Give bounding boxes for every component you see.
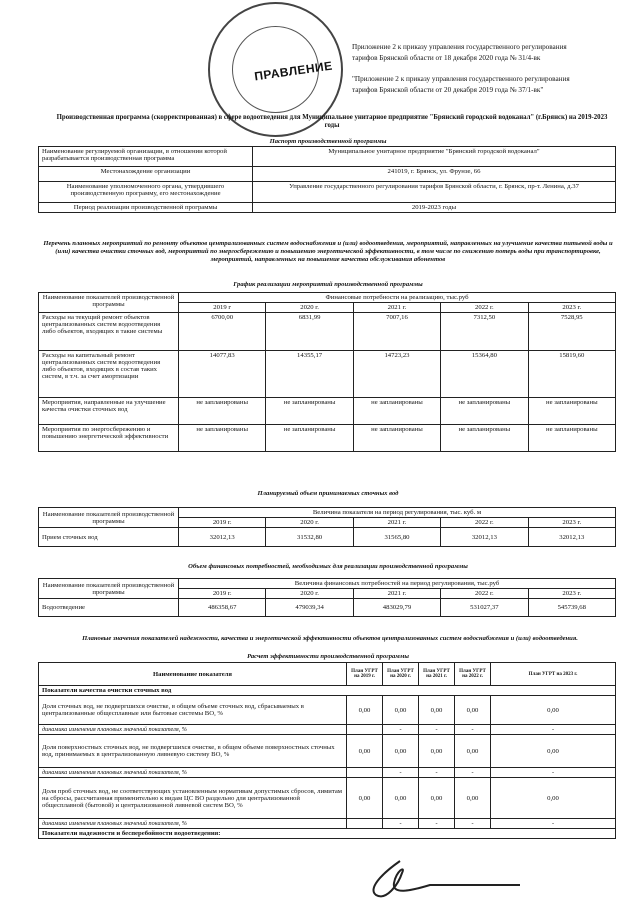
passport-table — [38, 146, 616, 213]
cell-value: 32012,13 — [441, 528, 528, 547]
cell-value: - — [491, 819, 616, 829]
year-header: 2020 г. — [266, 303, 353, 313]
year-header: 2023 г. — [528, 303, 615, 313]
signature — [340, 855, 540, 903]
row-label: Мероприятия, направленные на улучшение качества очистки сточных вод — [39, 398, 179, 425]
table-row — [39, 398, 616, 425]
year-header: 2020 г. — [266, 589, 353, 599]
reliability-table — [38, 662, 616, 839]
passport-row — [39, 203, 616, 213]
passport-row — [39, 182, 616, 203]
cell-value: - — [419, 725, 455, 735]
cell-value: 14355,17 — [266, 351, 353, 398]
cell-value: - — [491, 768, 616, 778]
cell-value: не запланированы — [179, 425, 266, 452]
schedule-col-label: Наименование показателей производственной программы — [39, 293, 179, 313]
table-row — [39, 696, 616, 725]
cell-value: - — [383, 768, 419, 778]
header-line-3: "Приложение 2 к приказу управления государственного регулирования — [352, 75, 570, 83]
table-row — [39, 778, 616, 819]
row-label: Расходы на текущий ремонт объектов централизованных систем водоотведения либо объектов, входящих в такие системы — [39, 313, 179, 351]
cell-value: не запланированы — [266, 398, 353, 425]
cell-value: - — [383, 819, 419, 829]
header-line-2: тарифов Брянской области от 18 декабря 2020 года № 31/4-вк — [352, 54, 541, 62]
row-label: Доля проб сточных вод, не соответствующих установленным нормативам допустимых сбросов, лимитам на сбросы, рассчитанная применительно к видам ЦС ВО раздельно для централизованной общесплавной (бытовой) и централизованной ливневой систем ВО, % — [39, 778, 347, 819]
cell-value: 14723,23 — [353, 351, 440, 398]
year-header: План УГРТ на 2020 г. — [383, 663, 419, 686]
cell-value: - — [455, 725, 491, 735]
finance-col-label: Наименование показателей производственной программы — [39, 579, 179, 599]
cell-value — [347, 819, 383, 829]
year-header: План УГРТ на 2019 г. — [347, 663, 383, 686]
table-row — [39, 528, 616, 547]
section-heading: Показатели качества очистки сточных вод — [39, 686, 616, 696]
cell-value — [347, 768, 383, 778]
cell-value: - — [455, 768, 491, 778]
cell-value: 0,00 — [455, 778, 491, 819]
year-header: 2020 г. — [266, 518, 353, 528]
table-row — [39, 735, 616, 768]
year-header: 2023 г. — [528, 589, 615, 599]
passport-value: 2019-2023 годы — [253, 203, 616, 213]
cell-value: 0,00 — [347, 735, 383, 768]
cell-value: 7312,50 — [441, 313, 528, 351]
year-header: 2021 г. — [353, 303, 440, 313]
header-block — [352, 42, 638, 96]
year-header: 2019 г — [179, 303, 266, 313]
row-label: Доля поверхностных сточных вод, не подвергшихся очистке, в общем объеме поверхностных сточных вод, принимаемых в централизованную ливневую систему ВО, % — [39, 735, 347, 768]
row-label: Доля сточных вод, не подвергшихся очистке, в общем объеме сточных вод, сбрасываемых в централизованные общесплавные или бытовые системы ВО, % — [39, 696, 347, 725]
cell-value: 545739,68 — [528, 599, 615, 617]
cell-value: 7528,95 — [528, 313, 615, 351]
schedule-table — [38, 292, 616, 452]
year-header: 2022 г. — [441, 303, 528, 313]
dynamics-row — [39, 819, 616, 829]
cell-value: 0,00 — [419, 735, 455, 768]
reliability-subheading: Расчет эффективности производственной программы — [247, 653, 409, 660]
table-row — [39, 351, 616, 398]
year-header: 2022 г. — [441, 518, 528, 528]
dynamics-row — [39, 725, 616, 735]
volume-table — [38, 507, 616, 547]
cell-value: 0,00 — [347, 696, 383, 725]
table-row — [39, 425, 616, 452]
section-heading: Показатели надежности и бесперебойности водоотведения: — [39, 829, 616, 839]
cell-value: 7007,16 — [353, 313, 440, 351]
finance-heading: Объем финансовых потребностей, необходимых для реализации производственной программы — [188, 563, 468, 570]
cell-value: не запланированы — [441, 425, 528, 452]
reliability-heading: Плановые значения показателей надежности, качества и энергетической эффективности объектов централизованных систем водоснабжения и (или) водоотведения. — [82, 635, 578, 642]
finance-group-label: Величина финансовых потребностей на период регулирования, тыс.руб — [179, 579, 616, 589]
row-label: Водоотведение — [39, 599, 179, 617]
year-header: План УГРТ на 2023 г. — [491, 663, 616, 686]
volume-col-label: Наименование показателей производственной программы — [39, 508, 179, 528]
cell-value: 0,00 — [491, 778, 616, 819]
cell-value: 31532,80 — [266, 528, 353, 547]
cell-value: 0,00 — [383, 778, 419, 819]
dynamics-label: динамика изменения плановых значений показателя, % — [39, 768, 347, 778]
cell-value: 0,00 — [347, 778, 383, 819]
cell-value: не запланированы — [179, 398, 266, 425]
passport-label: Местонахождение организации — [39, 167, 253, 182]
passport-label: Наименование уполномоченного органа, утвердившего производственную программу, его местонахождение — [39, 182, 253, 203]
header-line-1: Приложение 2 к приказу управления государственного регулирования — [352, 43, 567, 51]
cell-value: 0,00 — [455, 735, 491, 768]
cell-value: 6700,00 — [179, 313, 266, 351]
passport-value: Управление государственного регулирования тарифов Брянской области, г. Брянск, пр-т. Ленина, д.37 — [253, 182, 616, 203]
year-header: План УГРТ на 2022 г. — [455, 663, 491, 686]
year-header: План УГРТ на 2021 г. — [419, 663, 455, 686]
year-header: 2021 г. — [353, 518, 440, 528]
cell-value: 0,00 — [383, 696, 419, 725]
row-label: Мероприятия по энергосбережению и повышению энергетической эффективности — [39, 425, 179, 452]
cell-value: - — [383, 725, 419, 735]
cell-value: - — [491, 725, 616, 735]
passport-label: Период реализации производственной программы — [39, 203, 253, 213]
schedule-heading: График реализации мероприятий производственной программы — [233, 281, 423, 288]
dynamics-label: динамика изменения плановых значений показателя, % — [39, 725, 347, 735]
table-row — [39, 313, 616, 351]
year-header: 2021 г. — [353, 589, 440, 599]
passport-value: Муниципальное унитарное предприятие "Брянский городской водоканал" — [253, 147, 616, 167]
passport-row — [39, 167, 616, 182]
volume-group-label: Величина показателя на период регулирования, тыс. куб. м — [179, 508, 616, 518]
cell-value: 14077,83 — [179, 351, 266, 398]
cell-value: не запланированы — [353, 425, 440, 452]
cell-value: - — [455, 819, 491, 829]
cell-value: 0,00 — [419, 778, 455, 819]
passport-label: Наименование регулируемой организации, в отношении которой разрабатывается производственная программа — [39, 147, 253, 167]
measures-heading: Перечень плановых мероприятий по ремонту объектов централизованных систем водоснабжения и (или) водоотведения, мероприятий, направленных на улучшение качества питьевой воды и (или) качества очистки сточных вод, мероприятий по энергосбережению и повышению энергетической эффективности, в том числе по снижению потерь воды при транспортировке, мероприятий, направленных на повышение качества обслуживания абонентов — [43, 240, 613, 263]
cell-value — [347, 725, 383, 735]
cell-value: 15364,80 — [441, 351, 528, 398]
row-label: Расходы на капитальный ремонт централизованных систем водоотведения либо объектов, входящих в состав таких систем, в т.ч. за счет амортизации — [39, 351, 179, 398]
schedule-group-label: Финансовые потребности на реализацию, тыс.руб — [179, 293, 616, 303]
table-row — [39, 599, 616, 617]
dynamics-row — [39, 768, 616, 778]
dynamics-label: динамика изменения плановых значений показателя, % — [39, 819, 347, 829]
cell-value: 6831,99 — [266, 313, 353, 351]
year-header: 2019 г. — [179, 518, 266, 528]
cell-value: не запланированы — [528, 398, 615, 425]
cell-value: 486358,67 — [179, 599, 266, 617]
year-header: 2023 г. — [528, 518, 615, 528]
cell-value: 483029,79 — [353, 599, 440, 617]
cell-value: 531027,37 — [441, 599, 528, 617]
document-title: Производственная программа (скорректированная) в сфере водоотведения для Муниципальное унитарное предприятие "Брянский городской водоканал" (г.Брянск) на 2019-2023 годы — [56, 114, 608, 129]
cell-value: не запланированы — [441, 398, 528, 425]
cell-value: 479039,34 — [266, 599, 353, 617]
year-header: 2022 г. — [441, 589, 528, 599]
cell-value: 32012,13 — [528, 528, 615, 547]
row-label: Прием сточных вод — [39, 528, 179, 547]
cell-value: 0,00 — [455, 696, 491, 725]
cell-value: 31565,80 — [353, 528, 440, 547]
finance-table — [38, 578, 616, 617]
passport-heading: Паспорт производственной программы — [269, 138, 387, 145]
cell-value: 15819,60 — [528, 351, 615, 398]
cell-value: 0,00 — [491, 735, 616, 768]
cell-value: 32012,13 — [179, 528, 266, 547]
cell-value: не запланированы — [266, 425, 353, 452]
cell-value: 0,00 — [383, 735, 419, 768]
seal-text: ПРАВЛЕНИЕ — [253, 58, 334, 84]
cell-value: - — [419, 819, 455, 829]
cell-value: 0,00 — [419, 696, 455, 725]
reliability-col-label: Наименование показателя — [39, 663, 347, 686]
header-line-4: тарифов Брянской области от 20 декабря 2019 года № 37/1-вк" — [352, 86, 544, 94]
cell-value: не запланированы — [353, 398, 440, 425]
cell-value: не запланированы — [528, 425, 615, 452]
cell-value: - — [419, 768, 455, 778]
passport-row — [39, 147, 616, 167]
volume-heading: Планируемый объем принимаемых сточных вод — [257, 490, 399, 497]
year-header: 2019 г. — [179, 589, 266, 599]
cell-value: 0,00 — [491, 696, 616, 725]
passport-value: 241019, г. Брянск, ул. Фрунзе, 66 — [253, 167, 616, 182]
